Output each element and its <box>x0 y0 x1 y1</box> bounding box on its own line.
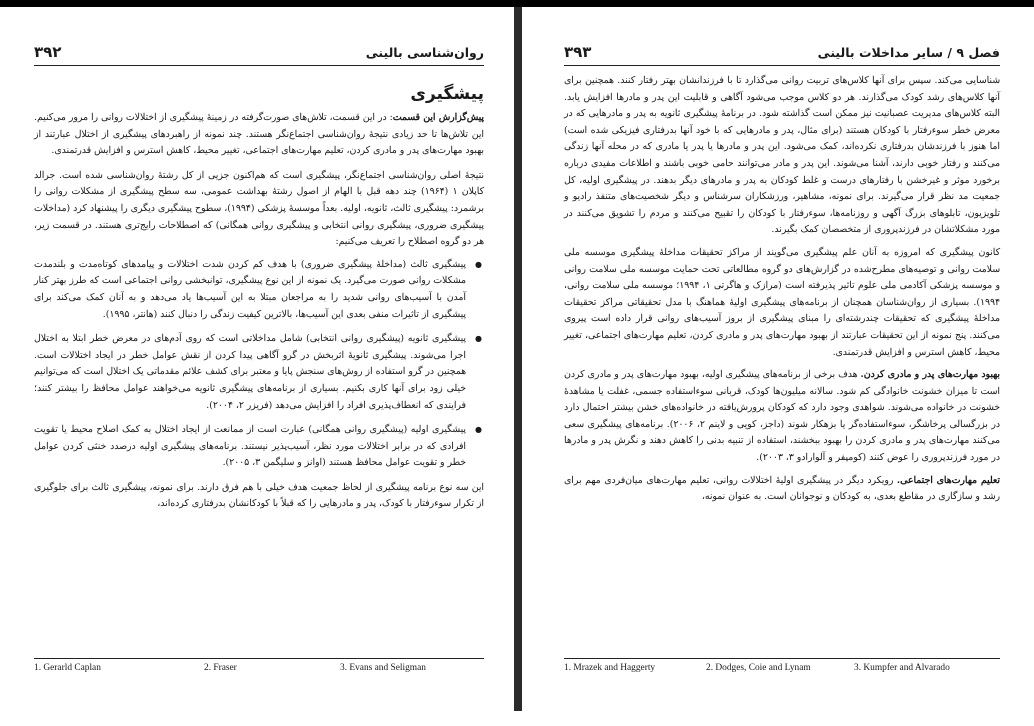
footnote: 1. Gerarld Caplan <box>34 663 101 673</box>
paragraph-text: رویکرد دیگر در پیشگیری اولیهٔ اختلالات روانی، تعلیم مهارت‌های میان‌فردی مهم برای رشد و سازگاری در مقاطع بعدی، به کودکان و نوجوانان است. به عنوان نمونه، <box>564 474 1000 503</box>
left-running-title: روان‌شناسی بالینی <box>365 45 484 60</box>
run-in-heading: بهبود مهارت‌های پدر و مادری کردن. <box>860 369 1000 381</box>
paragraph: شناسایی می‌کند. سپس برای آنها کلاس‌های تربیت روانی می‌گذارد تا با فرزندانشان بهتر رفتار کنند. همچنین برای آنها کلاس‌های رشد کودک می‌گذارند. هر دو کلاس موجب می‌شود آگاهی و قابلیت این پدر و مادرها افزایش یابد. البته کلاس‌های مدیریت عصبانیت نیز ممکن است گذاشته شود. در برنامهٔ پیشگیری ثانویه به پدر و مادرهایی که در معرض خطر سوءرفتار با کودکان هستند (برای مثال، پدر و مادرهایی که با خود آنها بدرفتاری فیزیکی شده است) اما هنوز با فرزندشان بدرفتاری نکرده‌اند، کمک می‌شود. این پدر و مادرها یا پدر یا مادری که در محله آنها زندگی می‌کنند و رفتار خوبی دارند، آشنا می‌شوند. این پدر و مادر می‌توانند حامی خوبی باشند و اطلاعات مفیدی درباره برخورد موثر و غیرخشن با رفتارهای درست و غلط کودکان به پدر و مادرهای دیگر بدهند. در پیشگیری اولیه، کل جمعیت مد نظر قرار می‌گیرند. برای نمونه، مشاهیر، ورزشکاران سرشناس و دیگر شخصیت‌های متنفذ رادیو و تلویزیون، تابلوهای بزرگ آگهی و روزنامه‌ها، سوءرفتار با کودکان را تقبیح می‌کنند و مردم را تشویق می‌کنند در مورد مشکلاتشان در فرزندپروری از متخصصان کمک بگیرند. <box>564 75 1000 236</box>
run-in-heading: تعلیم مهارت‌های اجتماعی. <box>896 474 1001 486</box>
right-page-header <box>564 41 1000 66</box>
right-running-title: فصل ۹ / سایر مداخلات بالینی <box>817 45 1000 60</box>
intro-paragraph: نتیجهٔ اصلی روان‌شناسی اجتماع‌نگر، پیشگیری است که هم‌اکنون جزیی از کل رشتهٔ روان‌شناسی شده است. جرالد کاپلان ۱ (۱۹۶۴) چند دهه قبل با الهام از اصول رشتهٔ بهداشت عمومی، سه سطح پیشگیری از مشکلات روانی را برشمرد: پیشگیری ثالث، ثانویه، اولیه. بعداً موسسهٔ پزشکی (۱۹۹۴)، سطوح پیشگیری دیگری را پیشنهاد کرد (مداخلات پیشگیری ضروری، پیشگیری روانی انتخابی و پیشگیری روانی همگانی) که اصطلاحات رایج‌تری هستند. در قسمت زیر، هر دو گروه اصطلاح را تعریف می‌کنیم: <box>34 169 484 248</box>
closing-paragraph: این سه نوع برنامه پیشگیری از لحاظ جمعیت هدف خیلی با هم فرق دارند. برای نمونه، پیشگیری ثالث برای جلوگیری از تکرار سوءرفتار با کودک، پدر و مادرهایی را که قبلاً با کودکانشان بدرفتاری کرده‌اند، <box>34 481 484 510</box>
book-gutter <box>514 7 522 711</box>
section-heading: پیشگیری <box>410 84 484 104</box>
left-page-header <box>34 41 484 66</box>
right-page-body <box>564 73 1000 509</box>
footnote: 1. Mrazek and Haggerty <box>564 663 656 673</box>
preview-text: : در این قسمت، تلاش‌های صورت‌گرفته در زمینهٔ پیشگیری از اختلالات روانی را مرور می‌کنیم. این تلاش‌ها تا حد زیادی نتیجهٔ روان‌شناسی اجتماع‌نگر هستند. چند نمونه از راهبردهای پیشگیری از اختلال عبارتند از بهبود مهارت‌های پدر و مادری کردن، تعلیم مهارت‌های اجتماعی، تغییر محیط، کاهش استرس و افزایش قدرتمندی. <box>34 112 484 157</box>
right-page <box>522 7 1034 711</box>
footnote: 2. Dodges, Coie and Lynam <box>706 663 811 673</box>
right-footnotes <box>564 658 1000 677</box>
footnote: 3. Kumpfer and Alvarado <box>854 663 950 673</box>
footnote: 2. Fraser <box>204 663 237 673</box>
section-preview <box>34 110 484 160</box>
paragraph <box>564 367 1000 467</box>
list-item: ● پیشگیری ثالث (مداخلهٔ پیشگیری ضروری) با هدف کم کردن شدت اختلالات و پیامدهای کوتاه‌مدت و بلندمدت مشکلات روانی صورت می‌گیرد. یک نمونه از این نوع پیشگیری، توانبخشی روانی اجتماعی است که طرز بهتر کنار آمدن با آسیب‌های روانی شدید را به مراجعان مبتلا به این آسیب‌ها یاد می‌دهد و به آنان کمک می‌کند برای پیشگیری از تاثیرات منفی بعدی این آسیب‌ها، بالاترین کیفیت زندگی را دنبال کنند (هانتر، ۱۹۹۵). <box>34 257 466 323</box>
list-item: ● پیشگیری ثانویه (پیشگیری روانی انتخابی) شامل مداخلاتی است که روی آدم‌های در معرض خطر ابتلا به اختلال اجرا می‌شوند. پیشگیری ثانویهٔ اثربخش در گرو آگاهی پیدا کردن از نقش عوامل خطر در ایجاد اختلالات است. همچنین در گرو استفاده از روش‌های سنجش پایا و معتبر برای کشف علائم مقدماتی یک اختلال است که می‌توانیم خیلی زود برای آنها کاری بکنیم. بسیاری از برنامه‌های پیشگیری ثانویه می‌خواهند عوامل محافظ را بیشتر کنند؛ فرایندی که انعطاف‌پذیری افراد را افزایش می‌دهد (فریزر ۲، ۲۰۰۴). <box>34 331 466 414</box>
scan-bottom-margin <box>0 711 1034 726</box>
left-page-number: ۳۹۲ <box>34 43 62 61</box>
paragraph-text: هدف برخی از برنامه‌های پیشگیری اولیه، بهبود مهارت‌های پدر و مادری کردن است تا میزان خشونت خانوادگی کم شود. سالانه میلیون‌ها کودک، قربانی سوءاستفاده جسمی، غفلت یا مشاهدهٔ خشونت در خانواده می‌شوند. شواهدی وجود دارد که کودکان پرورش‌یافته در خانواده‌های خشن بیشتر احتمال دارد در بزرگسالی پرخاشگر، سوءاستفاده‌گر یا بزهکار شوند (داجز، کویی و لاینم ۲، ۲۰۰۶). برنامه‌های پیشگیری سعی می‌کنند مهارت‌های پدر و مادری کردن را بهبود ببخشند، استفاده از تنبیه بدنی را کاهش دهند و نگرش پدر و مادرها در مورد فرزندپروری را عوض کنند (کومپفر و آلوارادو ۳، ۲۰۰۳). <box>564 369 1000 464</box>
list-item: ● پیشگیری اولیه (پیشگیری روانی همگانی) عبارت است از ممانعت از ایجاد اختلال به کمک اصلاح محیط یا تقویت افرادی که در برابر اختلالات مورد نظر، آسیب‌پذیر نیستند. برنامه‌های پیشگیری اولیه درصدد خنثی کردن عوامل خطر و تقویت عوامل محافظ هستند (اوانز و سلیگمن ۳، ۲۰۰۵). <box>34 422 466 472</box>
scan-top-border <box>0 0 1034 7</box>
paragraph <box>564 473 1000 506</box>
prevention-levels-list <box>34 257 484 472</box>
left-page-body <box>34 83 484 516</box>
left-page <box>0 7 514 711</box>
right-page-number: ۳۹۳ <box>564 43 592 61</box>
paragraph: کانون پیشگیری که امروزه به آنان علم پیشگیری می‌گویند از مراکز تحقیقات مداخلهٔ پیشگیری موسسه ملی سلامت روانی و توصیه‌های مطرح‌شده در گزارش‌های دو گروه مطالعاتی تحت حمایت موسسه ملی سلامت روانی و موسسه پزشکی آکادمی ملی علوم تاثیر پذیرفته است (مرازک و هاگرتی ۱، ۱۹۹۴؛ موسسه ملی سلامت روانی، ۱۹۹۴). بسیاری از روان‌شناسان همچنان از برنامه‌های پیشگیری اولیهٔ هماهنگ با مدل تحقیقاتی مراکز تحقیقات مداخلهٔ پیشگیری که تحقیقات چندرشته‌ای را مبنای پیشگیری از بروز آسیب‌های روانی قرار داده است پیروی می‌کنند. پنج نمونه از این تحقیقات عبارتند از بهبود مهارت‌های پدر و مادری کردن، تعلیم مهارت‌های اجتماعی، تغییر محیط، کاهش استرس و افزایش قدرتمندی. <box>564 246 1000 358</box>
footnote: 3. Evans and Seligman <box>340 663 426 673</box>
preview-label: پیش‌گزارش این قسمت <box>392 112 484 123</box>
left-footnotes <box>34 658 484 677</box>
